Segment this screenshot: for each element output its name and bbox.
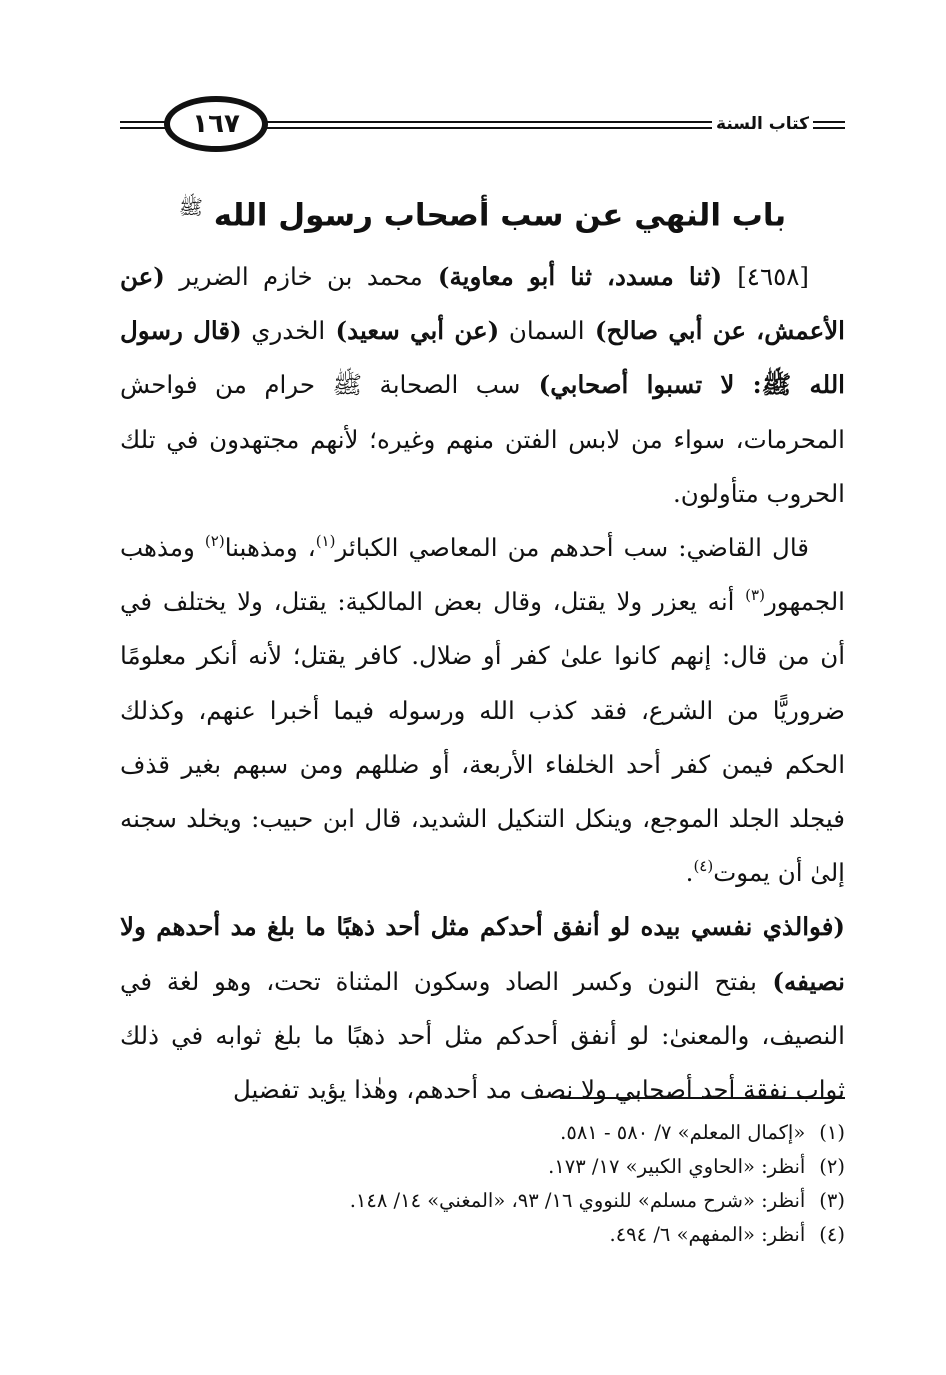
footnote-ref-4[interactable]: (٤) <box>693 857 714 876</box>
body-text <box>120 250 845 1117</box>
footnote-number: (١) <box>819 1121 845 1144</box>
footnote-ref-1[interactable]: (١) <box>315 532 336 551</box>
qadi-text-1: قال القاضي: سب أحدهم من المعاصي الكبائر <box>335 533 809 563</box>
book-title: كتاب السنة <box>712 114 813 134</box>
footnote-2 <box>120 1150 845 1184</box>
commentary-1: محمد بن خازم الضرير <box>164 262 423 291</box>
commentary-4: سب الصحابة ﷺ حرام من فواحش المحرمات، سواء من لابس الفتن منهم وغيره؛ لأنهم مجتهدون في تلك الحروب متأولون. <box>120 370 845 508</box>
footnote-number: (٢) <box>819 1155 845 1178</box>
footnote-ref-2[interactable]: (٢) <box>204 532 225 551</box>
footnote-text: أنظر: «الحاوي الكبير» ١٧/ ١٧٣. <box>548 1155 806 1178</box>
hadith-chain-3: (عن أبي سعيد) <box>325 316 500 346</box>
paragraph-hadith <box>120 250 845 521</box>
hadith-chain-1: (ثنا مسدد، ثنا أبو معاوية) <box>422 262 738 291</box>
footnote-1 <box>120 1116 845 1150</box>
footnote-text: «إكمال المعلم» ٧/ ٥٨٠ - ٥٨١. <box>560 1121 806 1144</box>
footnote-text: أنظر: «المفهم» ٦/ ٤٩٤. <box>609 1223 806 1246</box>
footnote-ref-3[interactable]: (٣) <box>745 586 765 605</box>
footnote-separator <box>560 1097 845 1099</box>
footnote-4 <box>120 1218 845 1252</box>
nasif-commentary: بفتح النون وكسر الصاد وسكون المثناة تحت، وهو لغة في النصيف، والمعنىٰ: لو أنفق أحدكم مثل أحد ذهبًا ما بلغ ثوابه في ذلك ثواب نفقة أحد أصحابي ولا نصف مد أحدهم، وهٰذا يؤيد تفضيل <box>120 966 845 1105</box>
qadi-text-2: ، ومذهبنا <box>224 533 316 563</box>
qadi-text-4: أنه يعزر ولا يقتل، وقال بعض المالكية: يقتل، ولا يختلف في أن من قال: إنهم كانوا علىٰ كفر أو ضلال. كافر يقتل؛ لأنه أنكر معلومًا ضروريًّا من الشرع، فقد كذب الله ورسوله فيما أخبرا عنهم، وكذلك الحكم فيمن كفر أحد الخلفاء الأربعة، أو ضللهم ومن سبهم بغير قذف فيجلد الجلد الموجع، وينكل التنكيل الشديد، قال ابن حبيب: ويخلد سجنه إلىٰ أن يموت <box>120 587 845 888</box>
chapter-heading-text: باب النهي عن سب أصحاب رسول الله <box>213 197 787 234</box>
qadi-text-5: . <box>685 858 694 888</box>
commentary-3: الخدري <box>241 316 326 346</box>
footnotes <box>120 1116 845 1252</box>
paragraph-qadi <box>120 521 845 900</box>
footnote-number: (٣) <box>819 1189 845 1212</box>
chapter-heading <box>120 184 845 238</box>
page-number-badge: ١٦٧ <box>164 96 268 152</box>
salutation-glyph: ﷺ <box>178 195 203 219</box>
qadi-text-3: ومذهب الجمهور <box>120 533 845 617</box>
commentary-2: السمان <box>499 316 585 346</box>
hadith-matn: (قال رسول الله ﷺ: لا تسبوا أصحابي) <box>120 316 845 400</box>
hadith-number: [٤٦٥٨] <box>737 262 809 291</box>
running-header <box>120 96 845 160</box>
paragraph-nasif <box>120 900 845 1117</box>
hadith-continuation: (فوالذي نفسي بيده لو أنفق أحدكم مثل أحد ذهبًا ما بلغ مد أحدهم ولا نصيفه) <box>120 912 845 996</box>
hadith-chain-2: (عن الأعمش، عن أبي صالح) <box>120 262 845 346</box>
footnote-3 <box>120 1184 845 1218</box>
footnote-text: أنظر: «شرح مسلم» للنووي ١٦/ ٩٣، «المغني» ١٤/ ١٤٨. <box>349 1189 806 1212</box>
footnote-number: (٤) <box>819 1223 845 1246</box>
